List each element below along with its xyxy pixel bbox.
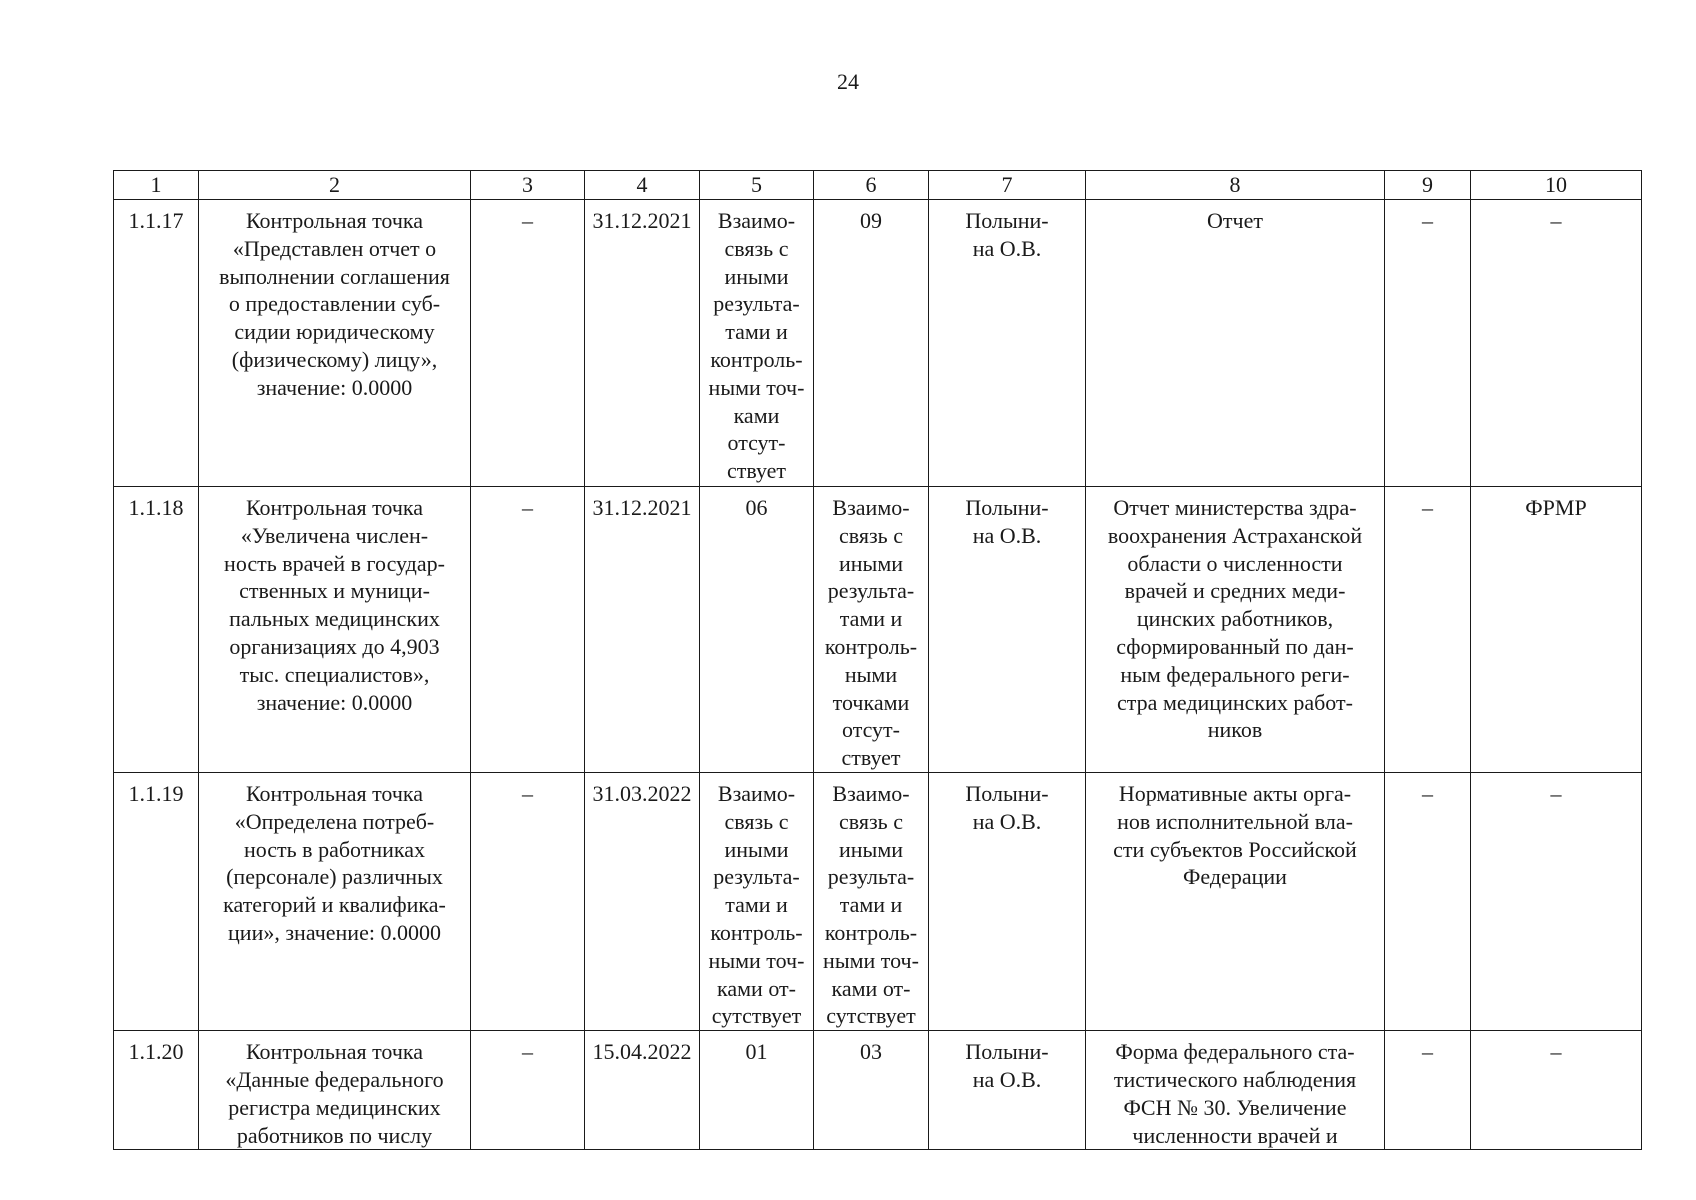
cell-col3: – — [471, 200, 585, 487]
cell-number: 1.1.17 — [114, 200, 199, 487]
cell-col3: – — [471, 1031, 585, 1150]
column-header-9: 9 — [1385, 171, 1471, 200]
cell-responsible: Полыни- на О.В. — [929, 1031, 1086, 1150]
cell-col9: – — [1385, 200, 1471, 487]
page-number: 24 — [837, 69, 859, 94]
cell-date: 31.03.2022 — [585, 772, 700, 1030]
column-header-1: 1 — [114, 171, 199, 200]
cell-col5: 06 — [700, 487, 814, 773]
cell-date: 31.12.2021 — [585, 200, 700, 487]
cell-description: Контрольная точка «Увеличена числен- ность врачей в государ- ственных и муници- пальных медицинских организациях до 4,903 тыс. специалистов», значение: 0.0000 — [199, 487, 471, 773]
cell-responsible: Полыни- на О.В. — [929, 487, 1086, 773]
cell-col9: – — [1385, 772, 1471, 1030]
cell-col9: – — [1385, 487, 1471, 773]
cell-description: Контрольная точка «Данные федерального регистра медицинских работников по числу — [199, 1031, 471, 1150]
cell-document: Отчет министерства здра- воохранения Астраханской области о численности врачей и средних меди- цинских работников, сформированный по дан- ным федерального реги- стра медицинских работ- ников — [1086, 487, 1385, 773]
column-header-5: 5 — [700, 171, 814, 200]
cell-document: Отчет — [1086, 200, 1385, 487]
column-header-2: 2 — [199, 171, 471, 200]
cell-col6: 09 — [814, 200, 929, 487]
cell-col6: Взаимо- связь с иными результа- тами и контроль- ными точ- ками от- сутствует — [814, 772, 929, 1030]
cell-col10: ФРМР — [1471, 487, 1642, 773]
cell-date: 31.12.2021 — [585, 487, 700, 773]
cell-col6: Взаимо- связь с иными результа- тами и контроль- ными точками отсут- ствует — [814, 487, 929, 773]
cell-responsible: Полыни- на О.В. — [929, 200, 1086, 487]
column-header-3: 3 — [471, 171, 585, 200]
cell-col5: 01 — [700, 1031, 814, 1150]
table-row — [114, 772, 1642, 1030]
cell-description: Контрольная точка «Представлен отчет о выполнении соглашения о предоставлении суб- сидии юридическому (физическому) лицу», значение: 0.0000 — [199, 200, 471, 487]
table-row — [114, 200, 1642, 487]
cell-col10: – — [1471, 1031, 1642, 1150]
column-header-7: 7 — [929, 171, 1086, 200]
column-header-6: 6 — [814, 171, 929, 200]
cell-col3: – — [471, 772, 585, 1030]
column-header-10: 10 — [1471, 171, 1642, 200]
table-row — [114, 1031, 1642, 1150]
cell-document: Нормативные акты орга- нов исполнительной вла- сти субъектов Российской Федерации — [1086, 772, 1385, 1030]
cell-col6: 03 — [814, 1031, 929, 1150]
cell-col5: Взаимо- связь с иными результа- тами и контроль- ными точ- ками от- сутствует — [700, 772, 814, 1030]
cell-description: Контрольная точка «Определена потреб- ность в работниках (персонале) различных категорий и квалифика- ции», значение: 0.0000 — [199, 772, 471, 1030]
cell-col10: – — [1471, 772, 1642, 1030]
cell-document: Форма федерального ста- тистического наблюдения ФСН № 30. Увеличение численности врачей и — [1086, 1031, 1385, 1150]
cell-date: 15.04.2022 — [585, 1031, 700, 1150]
cell-col9: – — [1385, 1031, 1471, 1150]
cell-number: 1.1.20 — [114, 1031, 199, 1150]
cell-number: 1.1.19 — [114, 772, 199, 1030]
cell-responsible: Полыни- на О.В. — [929, 772, 1086, 1030]
header-row — [114, 171, 1642, 200]
cell-col3: – — [471, 487, 585, 773]
cell-col10: – — [1471, 200, 1642, 487]
cell-number: 1.1.18 — [114, 487, 199, 773]
table-row — [114, 487, 1642, 773]
column-header-4: 4 — [585, 171, 700, 200]
control-points-table — [113, 170, 1642, 1150]
column-header-8: 8 — [1086, 171, 1385, 200]
cell-col5: Взаимо- связь с иными результа- тами и контроль- ными точ- ками отсут- ствует — [700, 200, 814, 487]
